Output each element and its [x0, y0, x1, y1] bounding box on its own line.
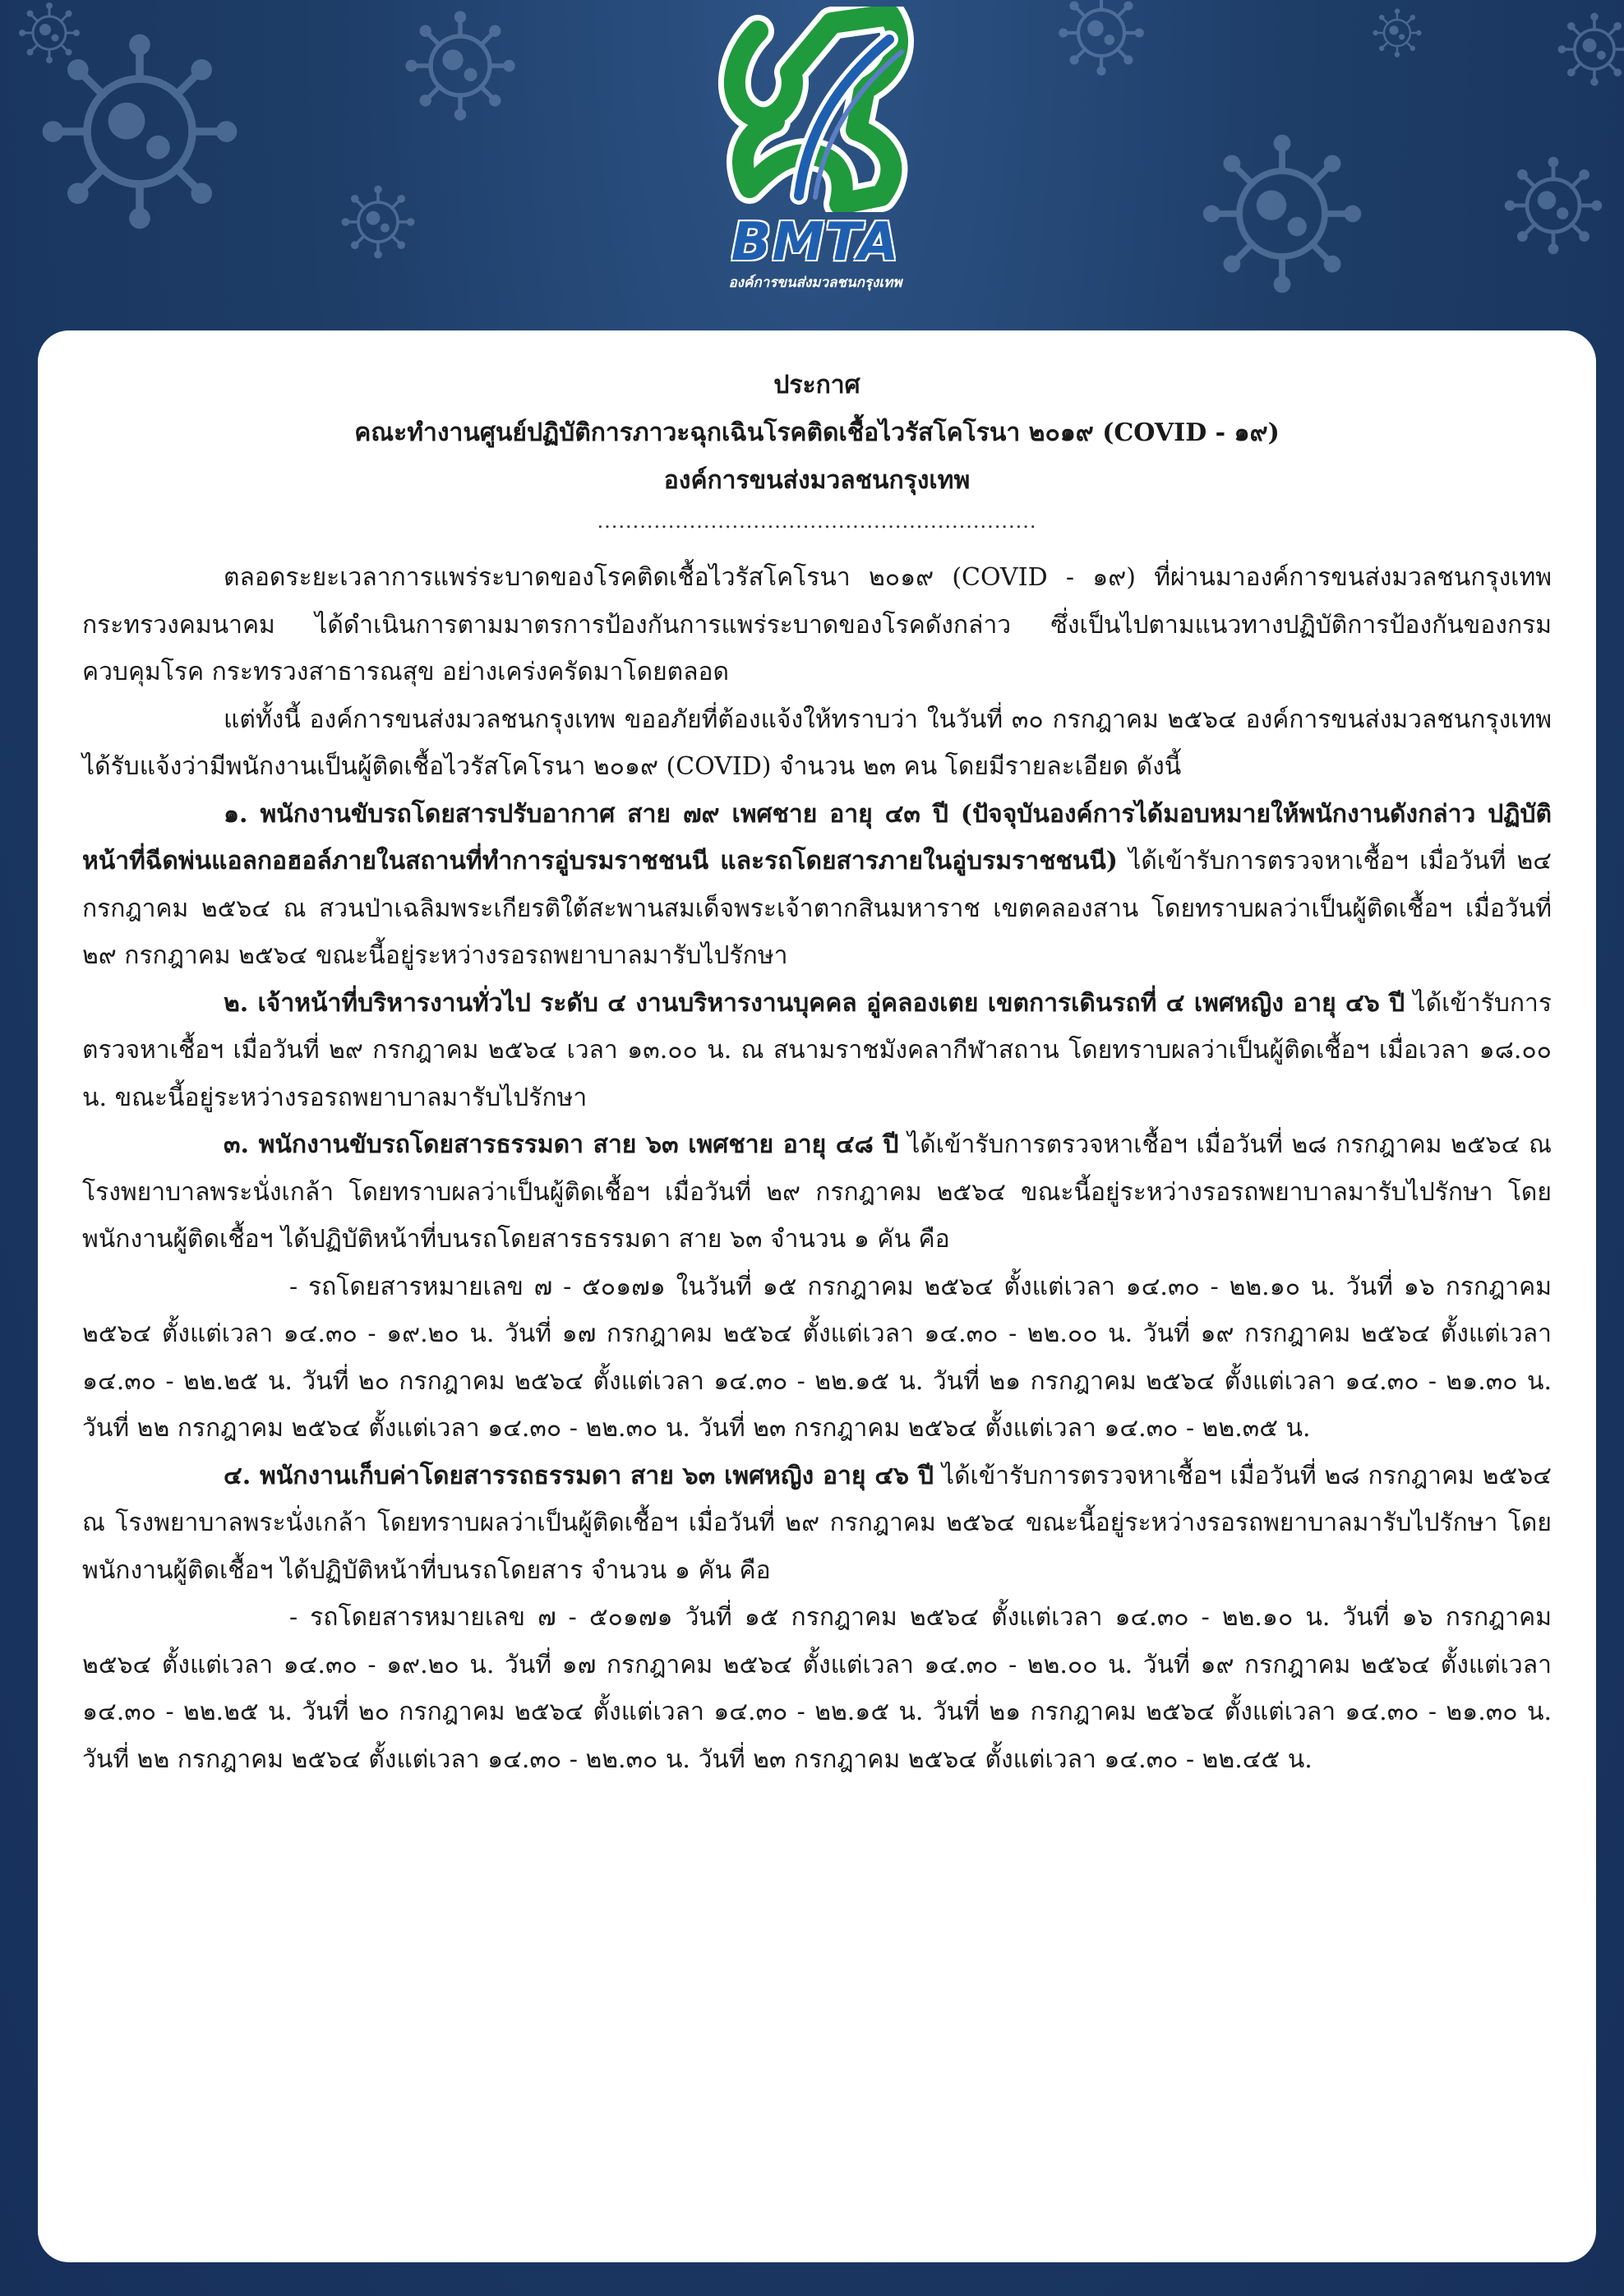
intro-paragraph-1: ตลอดระยะเวลาการแพร่ระบาดของโรคติดเชื้อไวรัสโคโรนา ๒๐๑๙ (COVID - ๑๙) ที่ผ่านมาองค์การขนส่งมวลชนกรุงเทพ กระทรวงคมนาคม ได้ดำเนินการตามมาตรการป้องกันการแพร่ระบาดของโรคดังกล่าว ซึ่งเป็นไปตามแนวทางปฏิบัติการป้องกันของกรมควบคุมโรค กระทรวงสาธารณสุข อย่างเคร่งครัดมาโดยตลอด [82, 563, 1552, 686]
case-item-heading: ๑. พนักงานขับรถโดยสารปรับอากาศ สาย ๗๙ เพศชาย อายุ ๔๓ ปี (ปัจจุบันองค์การได้มอบหมายให้พนักงานดังกล่าว ปฏิบัติหน้าที่ฉีดพ่นแอลกอฮอล์ภายในสถานที่ทำการอู่บรมราชชนนี และรถโดยสารภายในอู่บรมราชชนนี) [82, 799, 1552, 875]
case-item-body: ได้เข้ารับการตรวจหาเชื้อฯ เมื่อวันที่ ๒๙ กรกฎาคม ๒๕๖๔ เวลา ๑๓.๐๐ น. ณ สนามราชมังคลากีฬาสถาน โดยทราบผลว่าเป็นผู้ติดเชื้อฯ เมื่อเวลา ๑๘.๐๐ น. ขณะนี้อยู่ระหว่างรอรถพยาบาลมารับไปรักษา [82, 988, 1552, 1112]
case-item-heading: ๒. เจ้าหน้าที่บริหารงานทั่วไป ระดับ ๔ งานบริหารงานบุคคล อู่คลองเตย เขตการเดินรถที่ ๔ เพศหญิง อายุ ๔๖ ปี [224, 988, 1405, 1018]
case-item-4-bus-schedule: - รถโดยสารหมายเลข ๗ - ๕๐๑๗๑ วันที่ ๑๕ กรกฎาคม ๒๕๖๔ ตั้งแต่เวลา ๑๔.๓๐ - ๒๒.๑๐ น. วันที่ ๑๖ กรกฎาคม ๒๕๖๔ ตั้งแต่เวลา ๑๔.๓๐ - ๑๙.๒๐ น. วันที่ ๑๗ กรกฎาคม ๒๕๖๔ ตั้งแต่เวลา ๑๔.๓๐ - ๒๒.๐๐ น. วันที่ ๑๙ กรกฎาคม ๒๕๖๔ ตั้งแต่เวลา ๑๔.๓๐ - ๒๒.๒๕ น. วันที่ ๒๐ กรกฎาคม ๒๕๖๔ ตั้งแต่เวลา ๑๔.๓๐ - ๒๒.๑๕ น. วันที่ ๒๑ กรกฎาคม ๒๕๖๔ ตั้งแต่เวลา ๑๔.๓๐ - ๒๑.๓๐ น. วันที่ ๒๒ กรกฎาคม ๒๕๖๔ ตั้งแต่เวลา ๑๔.๓๐ - ๒๒.๓๐ น. วันที่ ๒๓ กรกฎาคม ๒๕๖๔ ตั้งแต่เวลา ๑๔.๓๐ - ๒๒.๔๕ น. [82, 1603, 1552, 1774]
case-item-heading: ๓. พนักงานขับรถโดยสารธรรมดา สาย ๖๓ เพศชาย อายุ ๔๘ ปี [224, 1130, 899, 1159]
announcement-title: ประกาศ [773, 371, 860, 400]
announcement-committee: คณะทำงานศูนย์ปฏิบัติการภาวะฉุกเฉินโรคติดเชื้อไวรัสโคโรนา ๒๐๑๙ (COVID - ๑๙) [354, 418, 1280, 447]
case-item-body: ได้เข้ารับการตรวจหาเชื้อฯ เมื่อวันที่ ๒๔ กรกฎาคม ๒๕๖๔ ณ สวนป่าเฉลิมพระเกียรติใต้สะพานสมเด็จพระเจ้าตากสินมหาราช เขตคลองสาน โดยทราบผลว่าเป็นผู้ติดเชื้อฯ เมื่อวันที่ ๒๙ กรกฎาคม ๒๕๖๔ ขณะนี้อยู่ระหว่างรอรถพยาบาลมารับไปรักษา [82, 847, 1552, 970]
case-item-3 [82, 1121, 1552, 1263]
bmta-logo-emblem-icon [700, 7, 930, 212]
logo-subtitle: องค์การขนส่งมวลชนกรุงเทพ [728, 275, 902, 291]
case-item-heading: ๔. พนักงานเก็บค่าโดยสารรถธรรมดา สาย ๖๓ เพศหญิง อายุ ๔๖ ปี [224, 1461, 934, 1490]
case-item-body: ได้เข้ารับการตรวจหาเชื้อฯ เมื่อวันที่ ๒๘ กรกฎาคม ๒๕๖๔ ณ โรงพยาบาลพระนั่งเกล้า โดยทราบผลว่าเป็นผู้ติดเชื้อฯ เมื่อวันที่ ๒๙ กรกฎาคม ๒๕๖๔ ขณะนี้อยู่ระหว่างรอรถพยาบาลมารับไปรักษา โดยพนักงานผู้ติดเชื้อฯ ได้ปฏิบัติหน้าที่บนรถโดยสาร จำนวน ๑ คัน คือ [82, 1461, 1552, 1585]
case-item-body: ได้เข้ารับการตรวจหาเชื้อฯ เมื่อวันที่ ๒๘ กรกฎาคม ๒๕๖๔ ณ โรงพยาบาลพระนั่งเกล้า โดยทราบผลว่าเป็นผู้ติดเชื้อฯ เมื่อวันที่ ๒๙ กรกฎาคม ๒๕๖๔ ขณะนี้อยู่ระหว่างรอรถพยาบาลมารับไปรักษา โดยพนักงานผู้ติดเชื้อฯ ได้ปฏิบัติหน้าที่บนรถโดยสารธรรมดา สาย ๖๓ จำนวน ๑ คัน คือ [82, 1130, 1552, 1254]
intro-paragraph-2: แต่ทั้งนี้ องค์การขนส่งมวลชนกรุงเทพ ขออภัยที่ต้องแจ้งให้ทราบว่า ในวันที่ ๓๐ กรกฎาคม ๒๕๖๔ องค์การขนส่งมวลชนกรุงเทพ ได้รับแจ้งว่ามีพนักงานเป็นผู้ติดเชื้อไวรัสโคโรนา ๒๐๑๙ (COVID) จำนวน ๒๓ คน โดยมีรายละเอียด ดังนี้ [82, 705, 1552, 781]
case-item-2 [82, 980, 1552, 1122]
announcement-organization: องค์การขนส่งมวลชนกรุงเทพ [663, 466, 971, 495]
case-item-1 [82, 791, 1552, 980]
logo-wordmark: BMTA [731, 212, 900, 273]
title-divider: .............................................................. [597, 510, 1037, 533]
bmta-logo [700, 7, 930, 299]
case-item-3-bus-schedule: - รถโดยสารหมายเลข ๗ - ๕๐๑๗๑ ในวันที่ ๑๕ กรกฎาคม ๒๕๖๔ ตั้งแต่เวลา ๑๔.๓๐ - ๒๒.๑๐ น. วันที่ ๑๖ กรกฎาคม ๒๕๖๔ ตั้งแต่เวลา ๑๔.๓๐ - ๑๙.๒๐ น. วันที่ ๑๗ กรกฎาคม ๒๕๖๔ ตั้งแต่เวลา ๑๔.๓๐ - ๒๒.๐๐ น. วันที่ ๑๙ กรกฎาคม ๒๕๖๔ ตั้งแต่เวลา ๑๔.๓๐ - ๒๒.๒๕ น. วันที่ ๒๐ กรกฎาคม ๒๕๖๔ ตั้งแต่เวลา ๑๔.๓๐ - ๒๒.๑๕ น. วันที่ ๒๑ กรกฎาคม ๒๕๖๔ ตั้งแต่เวลา ๑๔.๓๐ - ๒๑.๓๐ น. วันที่ ๒๒ กรกฎาคม ๒๕๖๔ ตั้งแต่เวลา ๑๔.๓๐ - ๒๒.๓๐ น. วันที่ ๒๓ กรกฎาคม ๒๕๖๔ ตั้งแต่เวลา ๑๔.๓๐ - ๒๒.๓๕ น. [82, 1272, 1552, 1443]
announcement-card [38, 330, 1596, 2262]
case-item-4 [82, 1453, 1552, 1595]
announcement-title-block [82, 362, 1552, 505]
